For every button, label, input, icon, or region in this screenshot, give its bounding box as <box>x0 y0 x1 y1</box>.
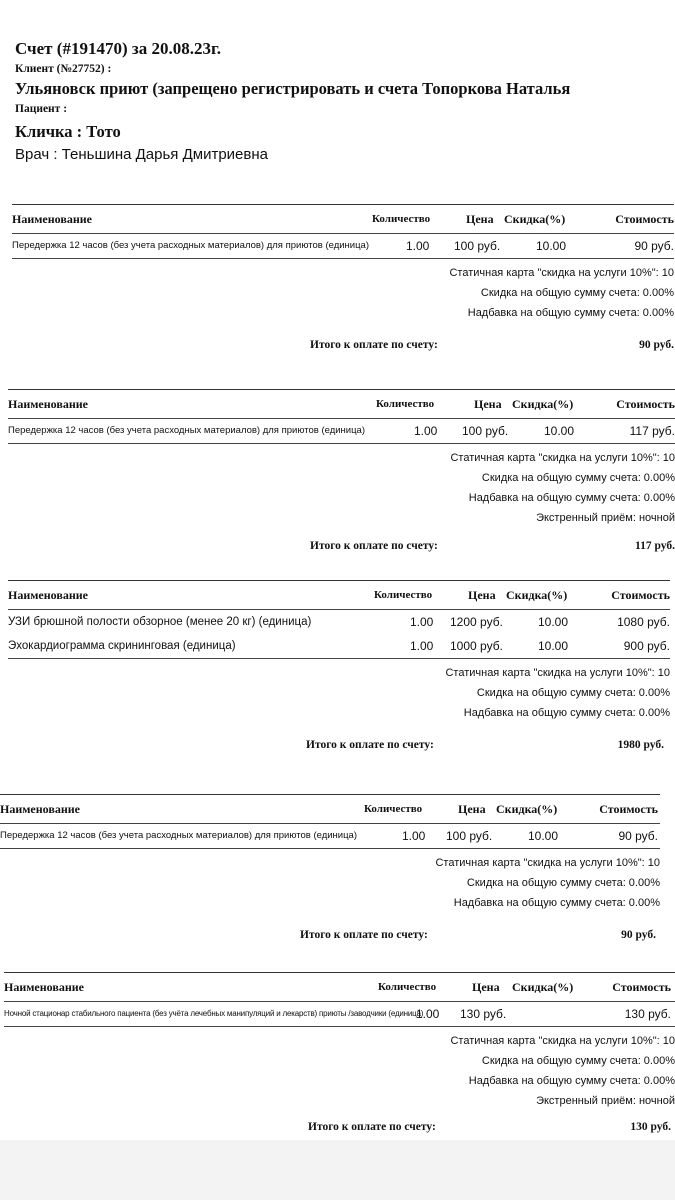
col-name-header: Наименование <box>8 397 88 411</box>
col-discount-header: Скидка(%) <box>506 588 568 602</box>
total-value: 130 руб. <box>630 1121 671 1133</box>
col-price-header: Цена <box>458 802 486 816</box>
note-total-discount: Скидка на общую сумму счета: 0.00% <box>481 472 675 484</box>
table-row <box>4 1002 675 1026</box>
col-qty-header: Количество <box>374 589 433 601</box>
total-value: 1980 руб. <box>617 739 664 751</box>
table-row <box>8 419 675 443</box>
table-row <box>8 610 670 634</box>
table-row <box>0 824 660 848</box>
total-label: Итого к оплате по счету: <box>300 929 428 941</box>
table-header <box>0 795 660 824</box>
table-body <box>8 419 675 444</box>
note-surcharge: Надбавка на общую сумму счета: 0.00% <box>468 1075 675 1087</box>
note-emergency: Экстренный приём: ночной <box>536 1095 675 1107</box>
total-row <box>12 329 674 369</box>
note-surcharge: Надбавка на общую сумму счета: 0.00% <box>468 492 675 504</box>
table-header <box>8 581 670 610</box>
total-label: Итого к оплате по счету: <box>310 540 438 552</box>
col-price-header: Цена <box>466 212 494 226</box>
row-cost: 1080 руб. <box>617 615 670 629</box>
total-value: 90 руб. <box>639 339 674 351</box>
notes <box>4 1031 675 1111</box>
invoice-block-5 <box>4 972 675 1145</box>
row-cost: 130 руб. <box>624 1007 671 1021</box>
table-body <box>12 234 674 259</box>
table-row <box>12 234 674 258</box>
note-card-discount: Статичная карта "скидка на услуги 10%": 10 <box>435 857 660 869</box>
note-surcharge: Надбавка на общую сумму счета: 0.00% <box>467 307 674 319</box>
invoice-block-2 <box>8 389 675 564</box>
row-price: 100 руб. <box>446 829 493 843</box>
row-price: 130 руб. <box>460 1007 507 1021</box>
note-card-discount: Статичная карта "скидка на услуги 10%": 10 <box>450 452 675 464</box>
doctor-name: Врач : Теньшина Дарья Дмитриевна <box>15 146 268 163</box>
row-name: Эхокардиограмма скрининговая (единица) <box>8 640 236 652</box>
row-name: Передержка 12 часов (без учета расходных материалов) для приютов (единица) <box>12 240 369 251</box>
row-discount: 10.00 <box>538 615 569 629</box>
note-card-discount: Статичная карта "скидка на услуги 10%": 10 <box>445 667 670 679</box>
row-cost: 117 руб. <box>629 424 675 438</box>
col-discount-header: Скидка(%) <box>512 980 574 994</box>
row-name: Ночной стационар стабильного пациента (без учёта лечебных манипуляций и лекарств) приюты /заводчики (единица) <box>4 1009 424 1018</box>
col-cost-header: Стоимость <box>612 980 671 994</box>
col-cost-header: Стоимость <box>615 212 674 226</box>
col-discount-header: Скидка(%) <box>504 212 566 226</box>
row-price: 1000 руб. <box>450 639 503 653</box>
total-value: 90 руб. <box>621 929 656 941</box>
note-emergency: Экстренный приём: ночной <box>536 512 675 524</box>
note-total-discount: Скидка на общую сумму счета: 0.00% <box>476 687 670 699</box>
invoice-block-1 <box>12 204 674 369</box>
table-header <box>4 973 675 1002</box>
notes <box>0 853 660 913</box>
client-label: Клиент (№27752) : <box>15 63 112 75</box>
col-qty-header: Количество <box>372 213 431 225</box>
row-qty: 1.00 <box>414 424 438 438</box>
col-name-header: Наименование <box>4 980 84 994</box>
row-qty: 1.00 <box>402 829 426 843</box>
row-discount: 10.00 <box>536 239 567 253</box>
row-cost: 900 руб. <box>623 639 670 653</box>
total-label: Итого к оплате по счету: <box>306 739 434 751</box>
page-bottom-background <box>0 1140 675 1200</box>
pet-name: Кличка : Тото <box>15 122 121 141</box>
table-body <box>8 610 670 659</box>
table-body <box>0 824 660 849</box>
total-row <box>8 530 675 564</box>
row-name: Передержка 12 часов (без учета расходных материалов) для приютов (единица) <box>0 830 357 841</box>
col-discount-header: Скидка(%) <box>512 397 574 411</box>
notes <box>8 448 675 528</box>
row-name: УЗИ брюшной полости обзорное (менее 20 кг) (единица) <box>8 616 312 628</box>
table-header <box>12 205 674 234</box>
row-price: 100 руб. <box>462 424 509 438</box>
note-card-discount: Статичная карта "скидка на услуги 10%": 10 <box>449 267 674 279</box>
total-row <box>0 919 660 955</box>
total-value: 117 руб. <box>635 540 675 552</box>
col-qty-header: Количество <box>376 398 435 410</box>
invoice-title: Счет (#191470) за 20.08.23г. <box>15 39 221 58</box>
row-qty: 1.00 <box>406 239 430 253</box>
table-header <box>8 390 675 419</box>
total-label: Итого к оплате по счету: <box>308 1121 436 1133</box>
client-name: Ульяновск приют (запрещено регистрировать и счета Топоркова Наталья <box>15 79 571 98</box>
row-qty: 1.00 <box>416 1007 440 1021</box>
col-cost-header: Стоимость <box>616 397 675 411</box>
row-discount: 10.00 <box>544 424 575 438</box>
note-total-discount: Скидка на общую сумму счета: 0.00% <box>480 287 674 299</box>
note-total-discount: Скидка на общую сумму счета: 0.00% <box>466 877 660 889</box>
row-discount: 10.00 <box>538 639 569 653</box>
col-name-header: Наименование <box>8 588 88 602</box>
table-row <box>8 634 670 658</box>
patient-label: Пациент : <box>15 103 68 115</box>
note-surcharge: Надбавка на общую сумму счета: 0.00% <box>453 897 660 909</box>
total-label: Итого к оплате по счету: <box>310 339 438 351</box>
notes <box>12 263 674 323</box>
col-cost-header: Стоимость <box>599 802 658 816</box>
col-qty-header: Количество <box>378 981 437 993</box>
note-total-discount: Скидка на общую сумму счета: 0.00% <box>481 1055 675 1067</box>
invoice-block-4 <box>0 794 660 955</box>
col-name-header: Наименование <box>0 802 80 816</box>
col-discount-header: Скидка(%) <box>496 802 558 816</box>
row-qty: 1.00 <box>410 639 434 653</box>
note-card-discount: Статичная карта "скидка на услуги 10%": 10 <box>450 1035 675 1047</box>
invoice-header <box>15 38 675 166</box>
col-cost-header: Стоимость <box>611 588 670 602</box>
col-qty-header: Количество <box>364 803 423 815</box>
col-name-header: Наименование <box>12 212 92 226</box>
row-qty: 1.00 <box>410 615 434 629</box>
col-price-header: Цена <box>472 980 500 994</box>
row-discount: 10.00 <box>528 829 559 843</box>
row-price: 1200 руб. <box>450 615 503 629</box>
row-name: Передержка 12 часов (без учета расходных материалов) для приютов (единица) <box>8 425 365 436</box>
row-cost: 90 руб. <box>634 239 674 253</box>
notes <box>8 663 670 723</box>
table-body <box>4 1002 675 1027</box>
note-surcharge: Надбавка на общую сумму счета: 0.00% <box>463 707 670 719</box>
col-price-header: Цена <box>468 588 496 602</box>
col-price-header: Цена <box>474 397 502 411</box>
total-row <box>8 729 670 769</box>
row-price: 100 руб. <box>454 239 501 253</box>
row-cost: 90 руб. <box>618 829 658 843</box>
invoice-block-3 <box>8 580 670 769</box>
